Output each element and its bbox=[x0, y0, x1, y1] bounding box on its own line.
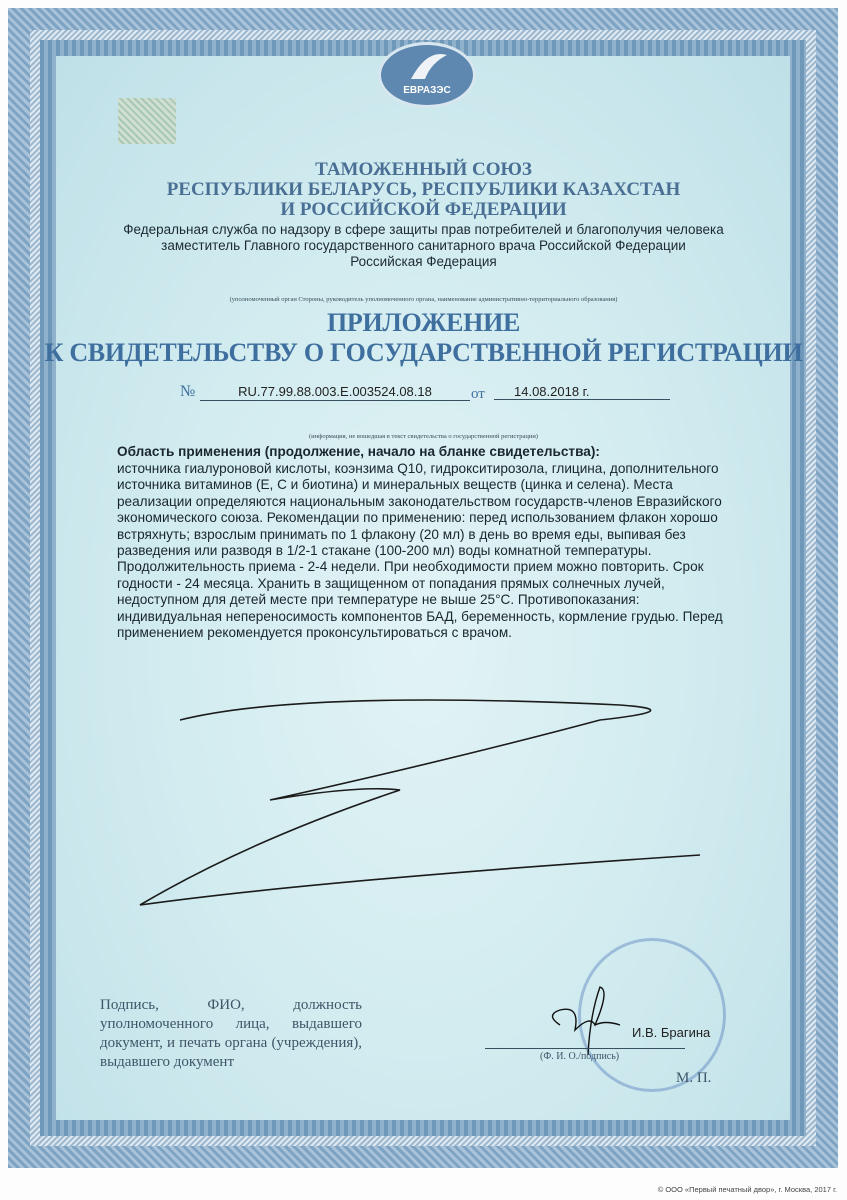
header-line-2: РЕСПУБЛИКИ БЕЛАРУСЬ, РЕСПУБЛИКИ КАЗАХСТАН bbox=[166, 179, 681, 200]
authority-line-2: заместитель Главного государственного санитарного врача Российской Федерации bbox=[161, 238, 686, 253]
title-line-1: ПРИЛОЖЕНИЕ bbox=[326, 308, 521, 337]
body-text: источника гиалуроновой кислоты, коэнзима Q10, гидрокситирозола, глицина, дополнительного источника витаминов (E, C и биотина) и минеральных веществ (цинка и селена). Места реализации определяются национальным законодательством государств-членов Евразийского экономического союза. Рекомендации по применению: перед использованием флакон хорошо встряхнуть; взрослым принимать по 1 флакону (20 мл) в день во время еды, выпивая без разведения или разводя в 1/2-1 стакане (100-200 мл) воды комнатной температуры. Продолжительность приема - 2-4 недели. При необходимости прием можно повторить. Срок годности - 24 месяца. Хранить в защищенном от попадания прямых солнечных лучей, недоступном для детей месте при температуре не выше 25°C. Противопоказания: индивидуальная непереносимость компонентов БАД, беременность, кормление грудью. Перед применением рекомендуется проконсультироваться с врачом. bbox=[117, 461, 723, 641]
authority-line-3: Российская Федерация bbox=[350, 254, 497, 269]
copyright: © ООО «Первый печатный двор», г. Москва, 2017 г. bbox=[657, 1185, 837, 1194]
header-line-1: ТАМОЖЕННЫЙ СОЮЗ bbox=[315, 159, 532, 180]
hologram-icon bbox=[118, 98, 176, 144]
authority-line-1: Федеральная служба по надзору в сфере защиты прав потребителей и благополучия человека bbox=[123, 222, 724, 237]
cancellation-scrawl bbox=[100, 680, 720, 920]
number-label: № bbox=[180, 383, 196, 400]
date-label: от bbox=[471, 386, 485, 402]
logo-text: ЕВРАЗЭС bbox=[403, 85, 451, 96]
authority-caption: (уполномоченный орган Стороны, руководитель уполномоченного органа, наименование административно-территориального образования) bbox=[229, 296, 618, 303]
signer-caption: (Ф. И. О./подпись) bbox=[540, 1051, 620, 1062]
title-line-2: К СВИДЕТЕЛЬСТВУ О ГОСУДАРСТВЕННОЙ РЕГИСТРАЦИИ bbox=[44, 338, 803, 367]
registration-date: 14.08.2018 г. bbox=[494, 384, 670, 400]
eurasec-logo bbox=[378, 42, 476, 108]
signature-line bbox=[485, 1048, 685, 1049]
registration-number: RU.77.99.88.003.E.003524.08.18 bbox=[200, 384, 470, 401]
header-line-3: И РОССИЙСКОЙ ФЕДЕРАЦИИ bbox=[280, 199, 567, 220]
registration-caption: (информация, не вошедшая в текст свидетельства о государственной регистрации) bbox=[309, 433, 538, 440]
signer-name: И.В. Брагина bbox=[632, 1025, 711, 1040]
seal-label: М. П. bbox=[676, 1070, 712, 1086]
body-heading: Область применения (продолжение, начало на бланке свидетельства): bbox=[117, 444, 600, 459]
signature-label: Подпись, ФИО, должность уполномоченного лица, выдавшего документ, и печать органа (учреждения), выдавшего документ bbox=[100, 997, 362, 1070]
